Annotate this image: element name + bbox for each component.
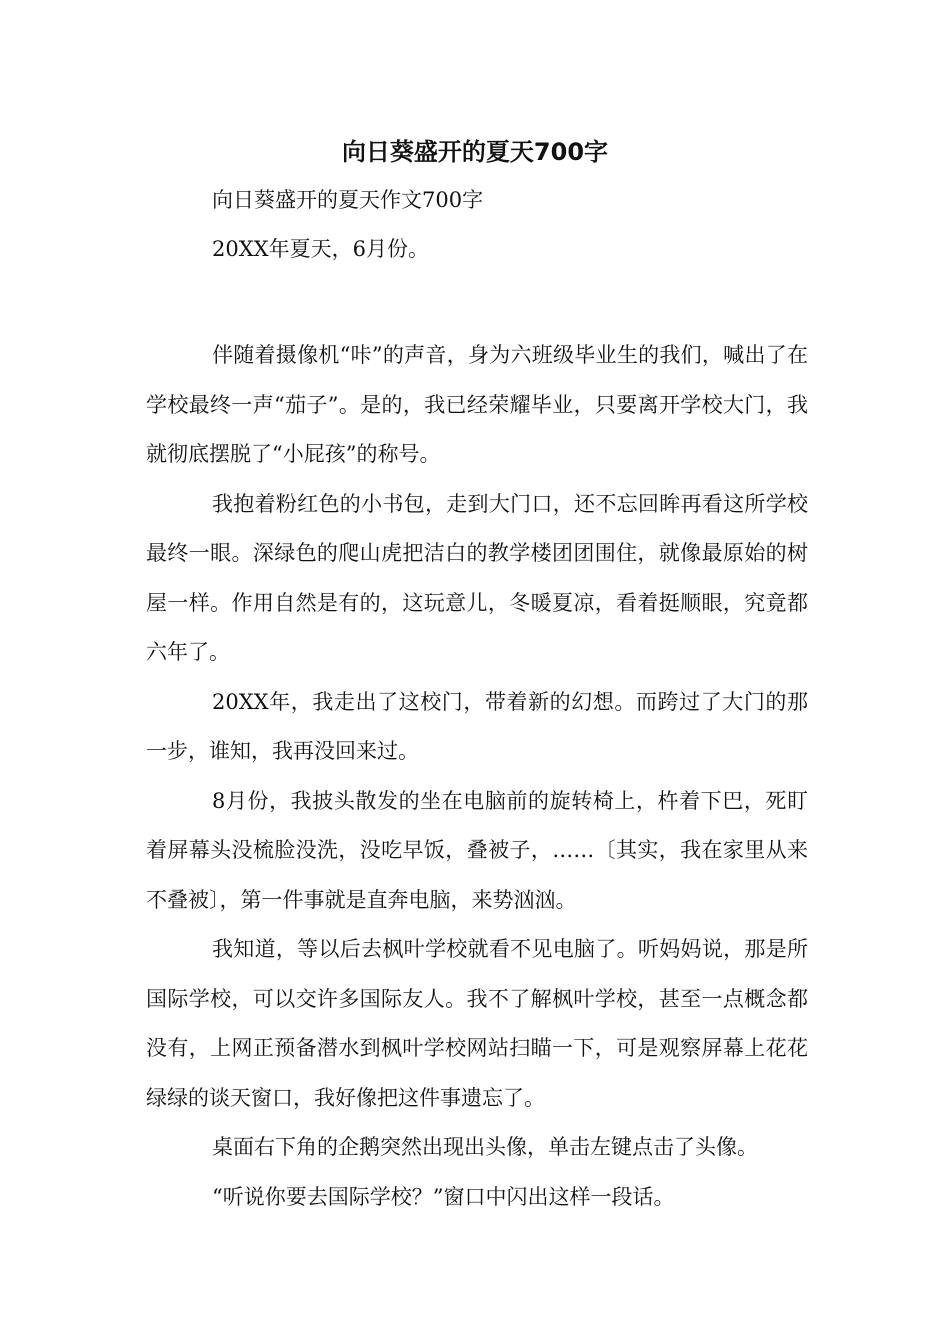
paragraph: 伴随着摄像机“咔”的声音，身为六班级毕业生的我们，喊出了在学校最终一声“茄子”。是的，我已经荣耀毕业，只要离开学校大门，我就彻底摆脱了“小屁孩”的称号。 [146,343,808,466]
document-title: 向日葵盛开的夏天700字 [341,138,609,166]
document-dateline: 20XX年夏天，6月份。 [212,237,429,261]
document-body [146,331,808,1222]
paragraph: 我知道，等以后去枫叶学校就看不见电脑了。听妈妈说，那是所国际学校，可以交许多国际友人。我不了解枫叶学校，甚至一点概念都没有，上网正预备潜水到枫叶学校网站扫瞄一下，可是观察屏幕上花花绿绿的谈天窗口，我好像把这件事遗忘了。 [146,937,808,1110]
paragraph: 20XX年，我走出了这校门，带着新的幻想。而跨过了大门的那一步，谁知，我再没回来过。 [146,689,808,763]
document-subtitle: 向日葵盛开的夏天作文700字 [212,188,484,212]
paragraph: “听说你要去国际学校？”窗口中闪出这样一段话。 [212,1184,675,1209]
paragraph: 我抱着粉红色的小书包，走到大门口，还不忘回眸再看这所学校最终一眼。深绿色的爬山虎把洁白的教学楼团团围住，就像最原始的树屋一样。作用自然是有的，这玩意儿，冬暖夏凉，看着挺顺眼，究竟都六年了。 [146,491,808,664]
paragraph: 8月份，我披头散发的坐在电脑前的旋转椅上，杵着下巴，死盯着屏幕头没梳脸没洗，没吃早饭，叠被子，……〔其实，我在家里从来不叠被〕，第一件事就是直奔电脑，来势汹汹。 [146,788,808,912]
paragraph: 桌面右下角的企鹅突然出现出头像，单击左键点击了头像。 [212,1135,758,1159]
